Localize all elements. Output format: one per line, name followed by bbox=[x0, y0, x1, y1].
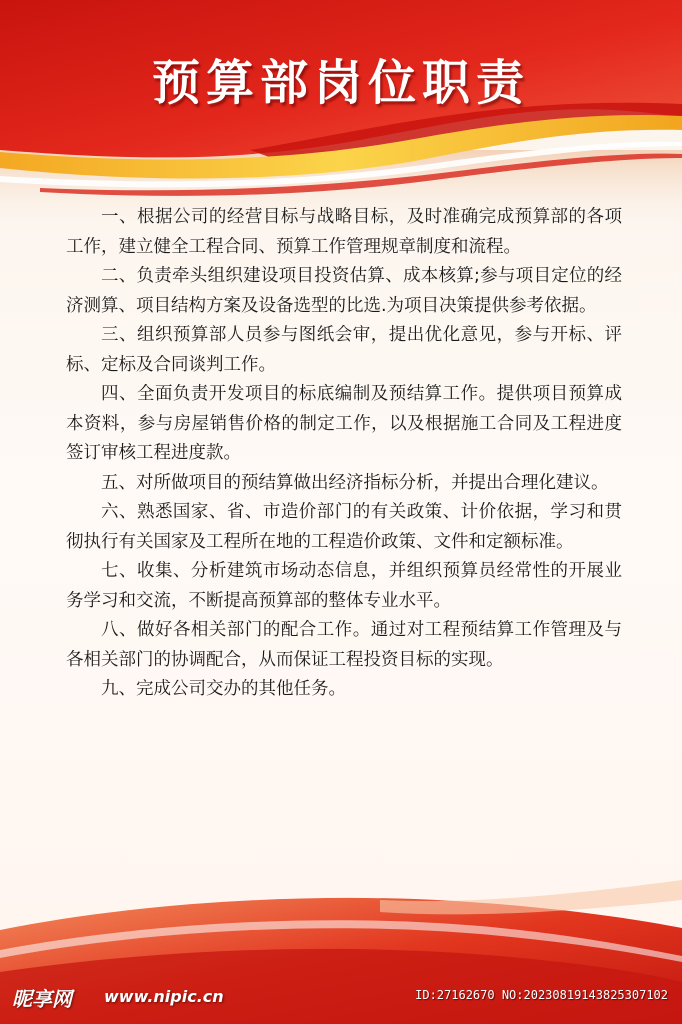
duties-list bbox=[66, 203, 622, 705]
duty-item-6: 六、熟悉国家、省、市造价部门的有关政策、计价依据，学习和贯彻执行有关国家及工程所在地的工程造价政策、文件和定额标准。 bbox=[66, 502, 622, 552]
duty-item-3: 三、组织预算部人员参与图纸会审，提出优化意见，参与开标、评标、定标及合同谈判工作。 bbox=[66, 325, 622, 375]
page-title: 预算部岗位职责 bbox=[151, 55, 530, 111]
duty-item-9: 九、完成公司交办的其他任务。 bbox=[101, 679, 346, 699]
duty-item-1: 一、根据公司的经营目标与战略目标，及时准确完成预算部的各项工作，建立健全工程合同、预算工作管理规章制度和流程。 bbox=[66, 207, 622, 257]
watermark-id: ID:27162670 NO:20230819143825307102 bbox=[415, 988, 668, 1002]
duty-item-7: 七、收集、分析建筑市场动态信息，并组织预算员经常性的开展业务学习和交流，不断提高预算部的整体专业水平。 bbox=[66, 561, 622, 611]
footer-light-band bbox=[380, 880, 682, 914]
duty-item-4: 四、全面负责开发项目的标底编制及预结算工作。提供项目预算成本资料，参与房屋销售价格的制定工作，以及根据施工合同及工程进度签订审核工程进度款。 bbox=[66, 384, 622, 463]
watermark-url: www.nipic.cn bbox=[104, 987, 224, 1006]
duty-item-2: 二、负责牵头组织建设项目投资估算、成本核算;参与项目定位的经济测算、项目结构方案及设备选型的比选.为项目决策提供参考依据。 bbox=[66, 266, 622, 316]
watermark-logo: 昵享网 bbox=[12, 987, 72, 1011]
duty-item-5: 五、对所做项目的预结算做出经济指标分析，并提出合理化建议。 bbox=[101, 472, 609, 493]
duty-item-8: 八、做好各相关部门的配合工作。通过对工程预结算工作管理及与各相关部门的协调配合，从而保证工程投资目标的实现。 bbox=[66, 620, 622, 670]
